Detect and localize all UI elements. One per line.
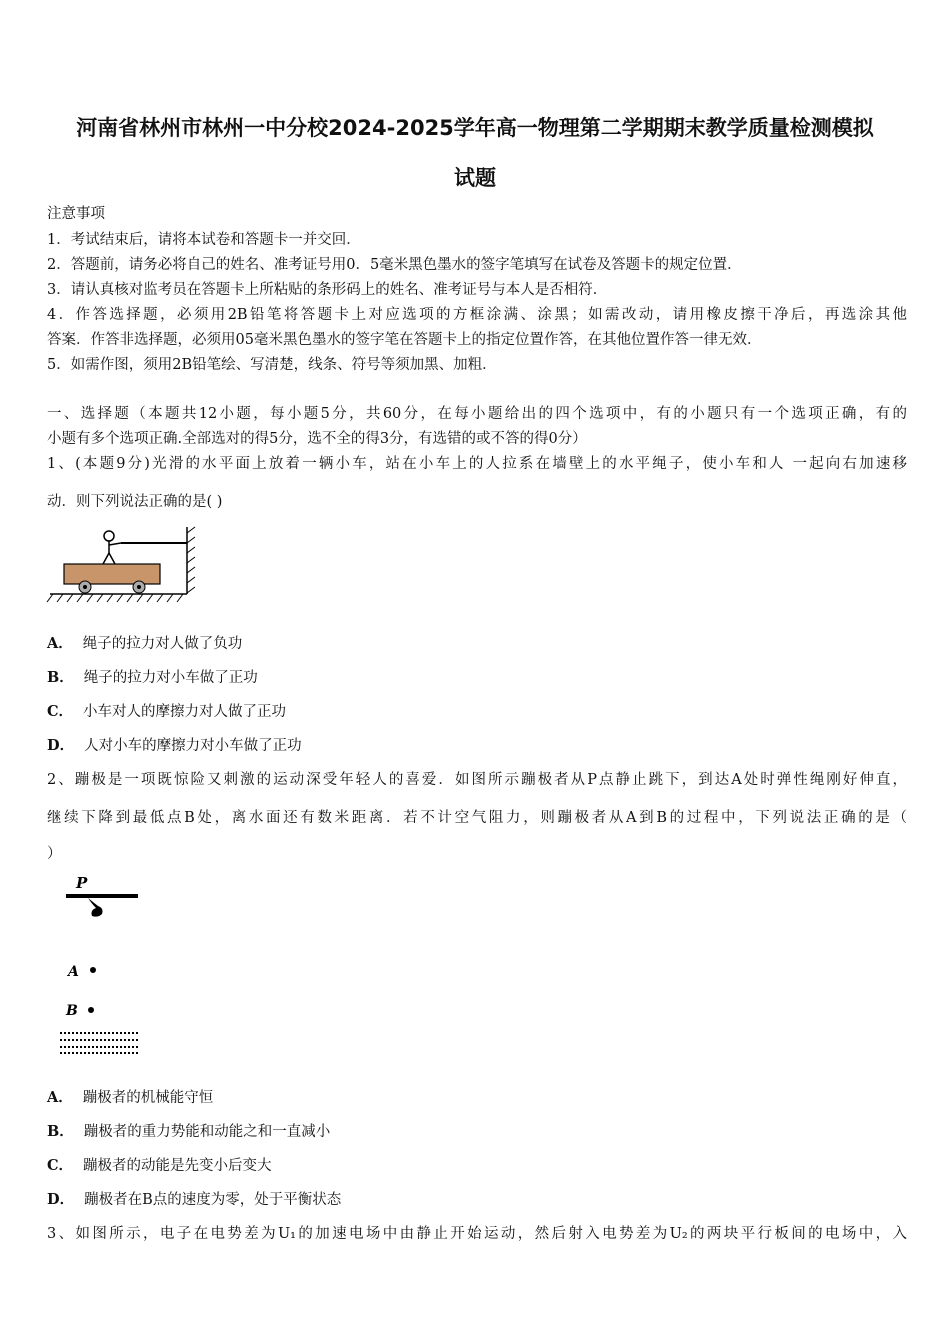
q1-option-b: B． 绳子的拉力对小车做了正功 [47, 669, 258, 686]
q1-option-d: D． 人对小车的摩擦力对小车做了正功 [47, 737, 302, 754]
question-2-stem-end: ） [47, 846, 62, 862]
section-heading: 一、选择题（本题共12小题，每小题5分，共60分，在每小题给出的四个选项中，有的小题只有一个选项正确，有的 [47, 406, 907, 422]
cart-figure [45, 525, 210, 607]
question-2-stem-continued: 继续下降到最低点B处，离水面还有数米距离．若不计空气阻力，则蹦极者从A到B的过程中，下列说法正确的是（ [47, 810, 907, 826]
question-3-stem: 3、如图所示，电子在电势差为U₁的加速电场中由静止开始运动，然后射入电势差为U₂的两块平行板间的电场中，入 [47, 1226, 907, 1242]
section-heading-continued: 小题有多个选项正确.全部选对的得5分，选不全的得3分，有选错的或不答的得0分） [47, 431, 587, 447]
notice-item: 3．请认真核对监考员在答题卡上所粘贴的条形码上的姓名、准考证号与本人是否相符． [47, 282, 608, 298]
label-p: P [76, 874, 88, 892]
q1-option-a: A． 绳子的拉力对人做了负功 [47, 635, 243, 652]
notice-heading: 注意事项 [47, 206, 105, 222]
bungee-figure [58, 870, 148, 1060]
label-a: A [68, 964, 79, 980]
q2-option-d: D． 蹦极者在B点的速度为零，处于平衡状态 [47, 1191, 342, 1208]
q2-option-c: C． 蹦极者的动能是先变小后变大 [47, 1157, 272, 1174]
question-1-stem-continued: 动．则下列说法正确的是( ) [47, 494, 223, 510]
question-1-stem: 1、(本题9分)光滑的水平面上放着一辆小车，站在小车上的人拉系在墙壁上的水平绳子，使小车和人 一起向右加速移 [47, 456, 907, 472]
notice-item: 1．考试结束后，请将本试卷和答题卡一并交回． [47, 232, 361, 248]
label-b: B [66, 1003, 78, 1019]
notice-item: 答案．作答非选择题，必须用05毫米黑色墨水的签字笔在答题卡上的指定位置作答，在其他位置作答一律无效． [47, 332, 762, 348]
q1-option-c: C． 小车对人的摩擦力对人做了正功 [47, 703, 287, 720]
page-title: 河南省林州市林州一中分校2024-2025学年高一物理第二学期期末教学质量检测模拟 [76, 116, 874, 140]
page-title-continued: 试题 [454, 166, 496, 190]
notice-item: 2．答题前，请务必将自己的姓名、准考证号用0．5毫米黑色墨水的签字笔填写在试卷及答题卡的规定位置． [47, 257, 742, 273]
q2-option-b: B． 蹦极者的重力势能和动能之和一直减小 [47, 1123, 331, 1140]
question-2-stem: 2、蹦极是一项既惊险又刺激的运动深受年轻人的喜爱．如图所示蹦极者从P点静止跳下，到达A处时弹性绳刚好伸直， [47, 772, 907, 788]
notice-item: 5．如需作图，须用2B铅笔绘、写清楚，线条、符号等须加黑、加粗． [47, 357, 497, 373]
q2-option-a: A． 蹦极者的机械能守恒 [47, 1089, 214, 1106]
notice-item: 4．作答选择题，必须用2B铅笔将答题卡上对应选项的方框涂满、涂黑；如需改动，请用橡皮擦干净后，再选涂其他 [47, 307, 907, 323]
